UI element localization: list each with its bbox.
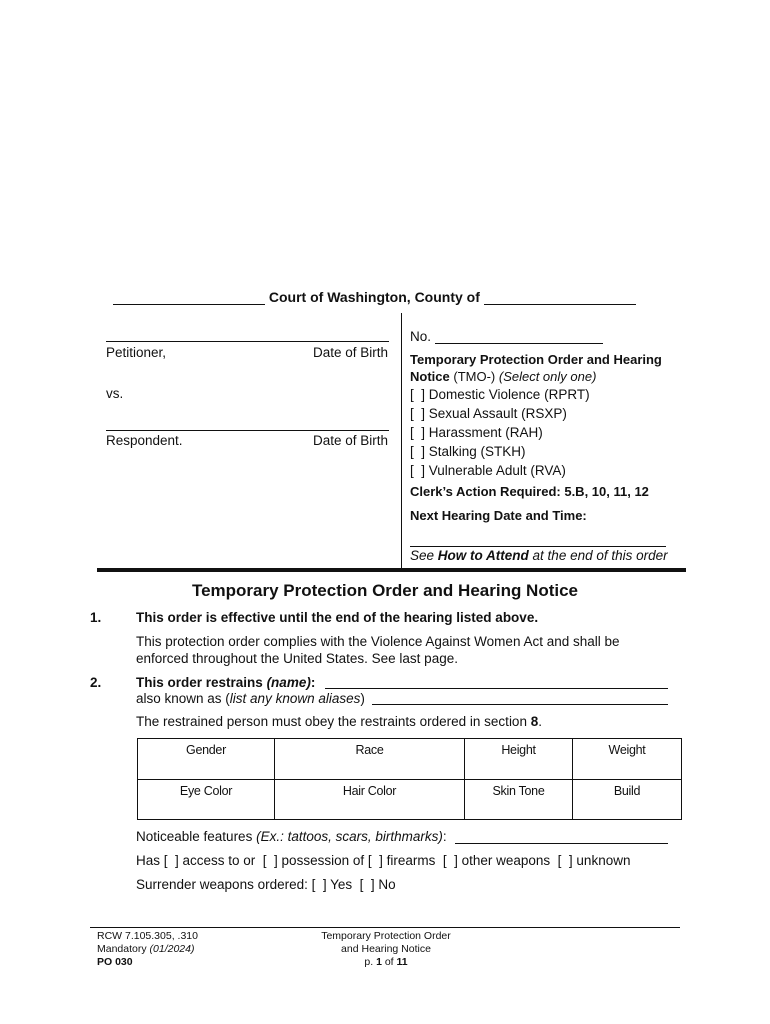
- colon: :: [442, 829, 447, 844]
- name-hint: (name): [266, 675, 311, 690]
- checkbox[interactable]: [ ]: [410, 406, 429, 421]
- page-indicator: [286, 956, 486, 969]
- case-number-label: No.: [410, 329, 432, 344]
- checkbox[interactable]: [ ]: [410, 387, 429, 402]
- period: .: [538, 714, 542, 729]
- clerk-action: Clerk’s Action Required: 5.B, 10, 11, 12: [410, 484, 649, 499]
- tmo-code: (TMO-): [453, 369, 496, 384]
- restraint-section: 8: [530, 714, 539, 729]
- features-field[interactable]: [455, 843, 668, 844]
- eye-color-cell[interactable]: Eye Color: [138, 779, 275, 820]
- option-label: Domestic Violence (RPRT): [428, 387, 590, 402]
- order-type-option[interactable]: [410, 387, 590, 402]
- order-type-option[interactable]: [410, 463, 566, 478]
- order-box-title-2: [410, 369, 596, 384]
- checkbox[interactable]: [ ]: [410, 463, 429, 478]
- restrains-label: This order restrains: [136, 675, 263, 690]
- court-title: Court of Washington, County of: [268, 289, 480, 305]
- petitioner-label: Petitioner,: [106, 345, 167, 360]
- order-type-option[interactable]: [410, 444, 526, 459]
- page-prefix: p.: [364, 956, 374, 968]
- page-number: 1: [376, 956, 382, 968]
- mandatory-label: Mandatory: [97, 943, 147, 955]
- build-cell[interactable]: Build: [573, 779, 682, 820]
- aka-prefix: also known as (: [136, 691, 230, 706]
- case-number: [410, 328, 603, 344]
- weight-cell[interactable]: Weight: [573, 739, 682, 780]
- mandatory-date: (01/2024): [149, 943, 195, 955]
- option-label: Sexual Assault (RSXP): [428, 406, 567, 421]
- features-label: [136, 829, 447, 844]
- restrained-name-field[interactable]: [325, 688, 668, 689]
- next-hearing-label: Next Hearing Date and Time:: [410, 508, 587, 523]
- checkbox[interactable]: [ ]: [410, 425, 429, 440]
- section-1-body-2: enforced throughout the United States. See last page.: [136, 651, 458, 666]
- footer-center: [286, 930, 486, 969]
- section-1-body-1: This protection order complies with the Violence Against Women Act and shall be: [136, 634, 620, 649]
- footer-left: [97, 930, 198, 969]
- features-example: (Ex.: tattoos, scars, birthmarks): [256, 829, 443, 844]
- how-to-attend: How to Attend: [437, 548, 529, 563]
- hair-color-cell[interactable]: Hair Color: [275, 779, 465, 820]
- colon: :: [310, 675, 316, 690]
- weapons-line[interactable]: Has [ ] access to or [ ] possession of [ ] firearms [ ] other weapons [ ] unknown: [136, 853, 631, 868]
- next-hearing-field[interactable]: [410, 546, 666, 547]
- aliases-field[interactable]: [372, 704, 668, 705]
- skin-tone-cell[interactable]: Skin Tone: [465, 779, 573, 820]
- form-number: PO 030: [97, 956, 133, 968]
- section-2-title: [136, 675, 315, 690]
- how-to-attend-note: [410, 548, 668, 563]
- features-text: Noticeable features: [136, 829, 253, 844]
- surrender-line[interactable]: Surrender weapons ordered: [ ] Yes [ ] No: [136, 877, 396, 892]
- order-box-title-1: Temporary Protection Order and Hearing: [410, 352, 662, 367]
- aka-hint: list any known aliases: [229, 691, 361, 706]
- option-label: Vulnerable Adult (RVA): [428, 463, 566, 478]
- county-field[interactable]: [484, 288, 636, 305]
- restraint-note: [136, 714, 542, 729]
- select-only-one: (Select only one): [498, 369, 597, 384]
- aka-label: [136, 691, 365, 706]
- checkbox[interactable]: [ ]: [410, 444, 429, 459]
- caption-divider: [401, 313, 402, 568]
- section-1-number: 1.: [90, 610, 102, 625]
- aka-suffix: ): [360, 691, 365, 706]
- race-cell[interactable]: Race: [275, 739, 465, 780]
- vs-label: vs.: [106, 386, 124, 401]
- footer-rule: [90, 927, 680, 928]
- petitioner-dob-label: Date of Birth: [313, 345, 389, 360]
- case-number-field[interactable]: [435, 328, 603, 344]
- header-rule: [97, 568, 686, 572]
- respondent-label: Respondent.: [106, 433, 183, 448]
- table-row: [138, 779, 682, 820]
- main-title: Temporary Protection Order and Hearing Notice: [191, 581, 579, 600]
- petitioner-line[interactable]: [106, 341, 389, 342]
- mandatory-line: [97, 943, 198, 956]
- see-prefix: See: [410, 548, 435, 563]
- height-cell[interactable]: Height: [465, 739, 573, 780]
- respondent-line[interactable]: [106, 430, 389, 431]
- order-type-option[interactable]: [410, 406, 567, 421]
- see-suffix: at the end of this order: [532, 548, 668, 563]
- option-label: Stalking (STKH): [428, 444, 526, 459]
- county-blank-left[interactable]: [113, 288, 265, 305]
- notice-word: Notice: [410, 369, 450, 384]
- page-total: 11: [396, 956, 408, 968]
- section-2-number: 2.: [90, 675, 102, 690]
- rcw-ref: RCW 7.105.305, .310: [97, 930, 198, 942]
- footer-title-1: Temporary Protection Order: [321, 930, 451, 942]
- section-1-title: This order is effective until the end of the hearing listed above.: [136, 610, 539, 625]
- option-label: Harassment (RAH): [428, 425, 543, 440]
- description-table: [137, 738, 682, 820]
- court-header: [113, 288, 658, 305]
- order-type-option[interactable]: [410, 425, 543, 440]
- footer-title-2: and Hearing Notice: [341, 943, 431, 955]
- restraint-text: The restrained person must obey the restraints ordered in section: [136, 714, 527, 729]
- gender-cell[interactable]: Gender: [138, 739, 275, 780]
- table-row: [138, 739, 682, 780]
- page-of: of: [384, 956, 394, 968]
- respondent-dob-label: Date of Birth: [313, 433, 389, 448]
